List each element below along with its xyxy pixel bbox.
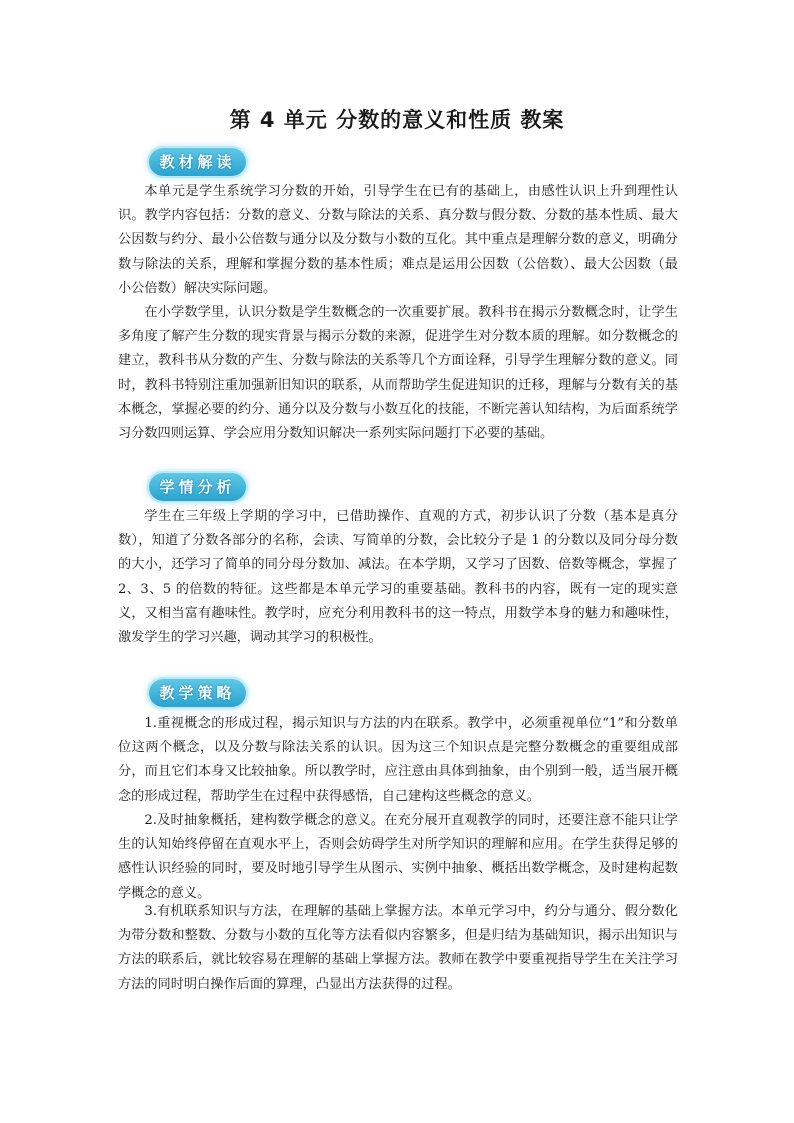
- section-badge-learning-analysis: 学情分析: [149, 473, 246, 501]
- textbook-interpretation-paragraph-2: 在小学数学里，认识分数是学生数概念的一次重要扩展。教科书在揭示分数概念时，让学生多角度了解产生分数的现实背景与揭示分数的来源，促进学生对分数本质的理解。如分数概念的建立，教科书从分数的产生、分数与除法的关系等几个方面诠释，引导学生理解分数的意义。同时，教科书特别注重加强新旧知识的联系，从而帮助学生促进知识的迁移，理解与分数有关的基本概念，掌握必要的约分、通分以及分数与小数互化的技能，不断完善认知结构，为后面系统学习分数四则运算、学会应用分数知识解决一系列实际问题打下必要的基础。: [118, 305, 678, 442]
- teaching-strategy-paragraph-1: 1.重视概念的形成过程，揭示知识与方法的内在联系。教学中，必须重视单位“1”和分数单位这两个概念，以及分数与除法关系的认识。因为这三个知识点是完整分数概念的重要组成部分，而且它们本身又比较抽象。所以教学时，应注意由具体到抽象，由个别到一般，适当展开概念的形成过程，帮助学生在过程中获得感悟，自己建构这些概念的意义。: [118, 716, 678, 804]
- section-badge-textbook-interpretation: 教材解读: [149, 148, 246, 176]
- learning-analysis-paragraph: 学生在三年级上学期的学习中，已借助操作、直观的方式，初步认识了分数（基本是真分数），知道了分数各部分的名称，会读、写简单的分数，会比较分子是 1 的分数以及同分母分数的大小，还学习了简单的同分母分数加、减法。在本学期，又学习了因数、倍数等概念，掌握了 2、3、5 的倍数的特征。这些都是本单元学习的重要基础。教科书的内容，既有一定的现实意义，又相当富有趣味性。教学时，应充分利用教科书的这一特点，用数学本身的魅力和趣味性，激发学生的学习兴趣，调动其学习的积极性。: [118, 509, 678, 646]
- section-badge-teaching-strategy: 教学策略: [149, 679, 246, 707]
- page-title: 第 4 单元 分数的意义和性质 教案: [229, 108, 565, 132]
- teaching-strategy-paragraph-3: 3.有机联系知识与方法，在理解的基础上掌握方法。本单元学习中，约分与通分、假分数化为带分数和整数、分数与小数的互化等方法看似内容繁多，但是归结为基础知识，揭示出知识与方法的联系后，就比较容易在理解的基础上掌握方法。教师在教学中要重视指导学生在关注学习方法的同时明白操作后面的算理，凸显出方法获得的过程。: [118, 904, 678, 992]
- textbook-interpretation-paragraph-1: 本单元是学生系统学习分数的开始，引导学生在已有的基础上，由感性认识上升到理性认识。教学内容包括：分数的意义、分数与除法的关系、真分数与假分数、分数的基本性质、最大公因数与约分、最小公倍数与通分以及分数与小数的互化。其中重点是理解分数的意义，明确分数与除法的关系，理解和掌握分数的基本性质；难点是运用公因数（公倍数）、最大公因数（最小公倍数）解决实际问题。: [118, 184, 678, 296]
- teaching-strategy-paragraph-2: 2.及时抽象概括，建构数学概念的意义。在充分展开直观教学的同时，还要注意不能只让学生的认知始终停留在直观水平上，否则会妨碍学生对所学知识的理解和应用。在学生获得足够的感性认识经验的同时，要及时地引导学生从图示、实例中抽象、概括出数学概念，及时建构起数学概念的意义。: [118, 813, 678, 901]
